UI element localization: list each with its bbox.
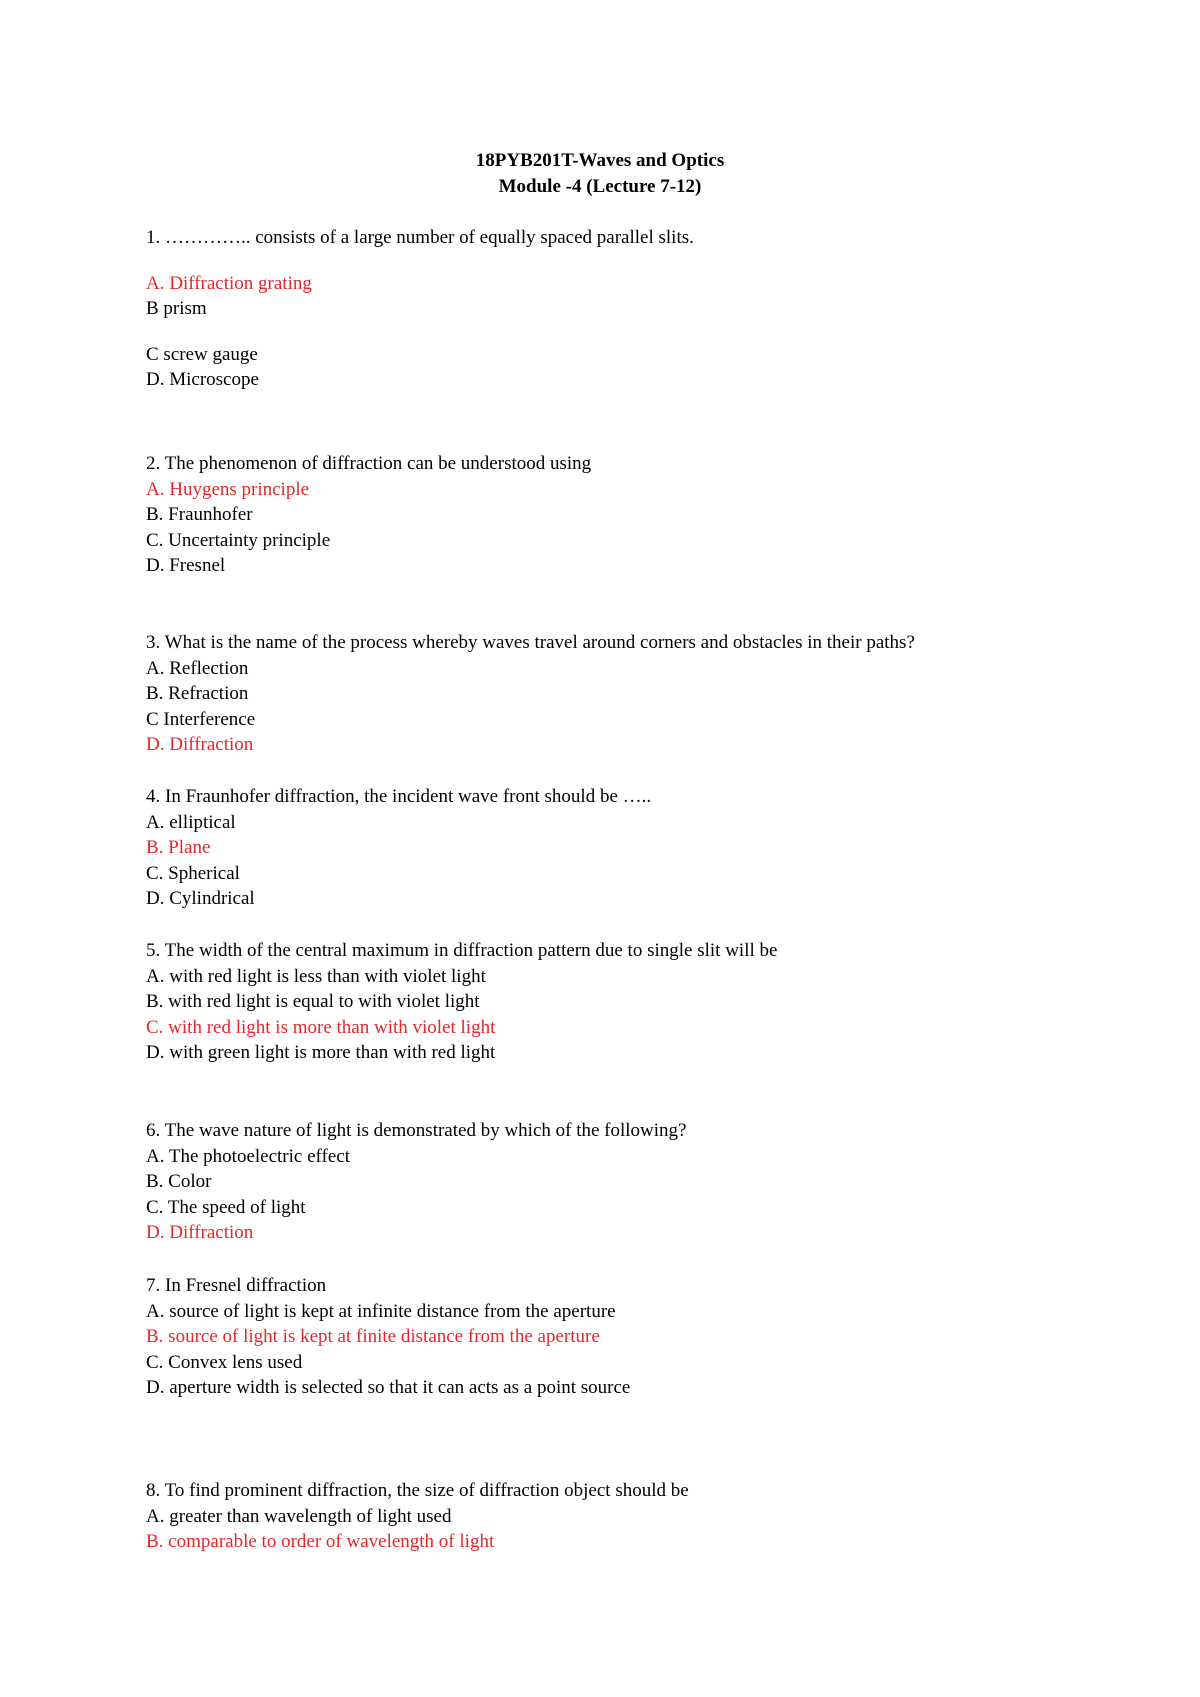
option: C screw gauge xyxy=(146,343,258,365)
question-7 xyxy=(146,1273,1106,1401)
option-correct: D. Diffraction xyxy=(146,734,254,755)
spacer xyxy=(146,322,1106,342)
question-8 xyxy=(146,1478,1106,1555)
option: B. Color xyxy=(146,1171,212,1192)
option: A. greater than wavelength of light used xyxy=(146,1505,452,1527)
option-correct: B. source of light is kept at finite distance from the aperture xyxy=(146,1326,600,1347)
question-stem: 4. In Fraunhofer diffraction, the incident wave front should be ….. xyxy=(146,786,652,807)
option: C. The speed of light xyxy=(146,1196,306,1218)
question-2 xyxy=(146,451,1106,579)
question-stem: 6. The wave nature of light is demonstrated by which of the following? xyxy=(146,1120,687,1141)
option-correct: D. Diffraction xyxy=(146,1222,254,1243)
question-1 xyxy=(146,225,1106,393)
option: A. source of light is kept at infinite distance from the aperture xyxy=(146,1300,616,1322)
option-correct: B. Plane xyxy=(146,837,211,858)
question-stem: 1. ………….. consists of a large number of equally spaced parallel slits. xyxy=(146,227,694,248)
spacer xyxy=(146,251,1106,271)
module-title: Module -4 (Lecture 7-12) xyxy=(498,176,702,197)
option: D. Microscope xyxy=(146,369,259,390)
question-5 xyxy=(146,938,1106,1066)
option: C. Convex lens used xyxy=(146,1351,303,1373)
question-stem: 3. What is the name of the process whereby waves travel around corners and obstacles in their paths? xyxy=(146,632,915,653)
question-stem: 8. To find prominent diffraction, the size of diffraction object should be xyxy=(146,1480,689,1501)
option: D. with green light is more than with red light xyxy=(146,1042,496,1063)
option: B. Fraunhofer xyxy=(146,504,253,525)
option: A. Reflection xyxy=(146,657,249,679)
option: A. with red light is less than with violet light xyxy=(146,965,486,987)
question-stem: 7. In Fresnel diffraction xyxy=(146,1275,327,1296)
option: C. Spherical xyxy=(146,862,240,884)
option: B prism xyxy=(146,298,207,319)
option: D. aperture width is selected so that it can acts as a point source xyxy=(146,1377,631,1398)
question-4 xyxy=(146,784,1106,912)
question-6 xyxy=(146,1118,1106,1246)
question-stem: 5. The width of the central maximum in diffraction pattern due to single slit will be xyxy=(146,940,778,961)
question-3 xyxy=(146,630,1106,758)
option: C Interference xyxy=(146,708,256,730)
question-stem: 2. The phenomenon of diffraction can be understood using xyxy=(146,453,592,474)
option: D. Fresnel xyxy=(146,555,226,576)
option: A. elliptical xyxy=(146,811,236,833)
option-correct: B. comparable to order of wavelength of light xyxy=(146,1531,495,1552)
option: A. The photoelectric effect xyxy=(146,1145,350,1167)
option-correct: C. with red light is more than with violet light xyxy=(146,1016,496,1038)
option-correct: A. Diffraction grating xyxy=(146,272,312,294)
option: B. with red light is equal to with violet light xyxy=(146,991,480,1012)
document-header xyxy=(0,148,1200,200)
course-title: 18PYB201T-Waves and Optics xyxy=(475,150,725,171)
option-correct: A. Huygens principle xyxy=(146,478,310,500)
option: B. Refraction xyxy=(146,683,249,704)
option: C. Uncertainty principle xyxy=(146,529,331,551)
option: D. Cylindrical xyxy=(146,888,255,909)
